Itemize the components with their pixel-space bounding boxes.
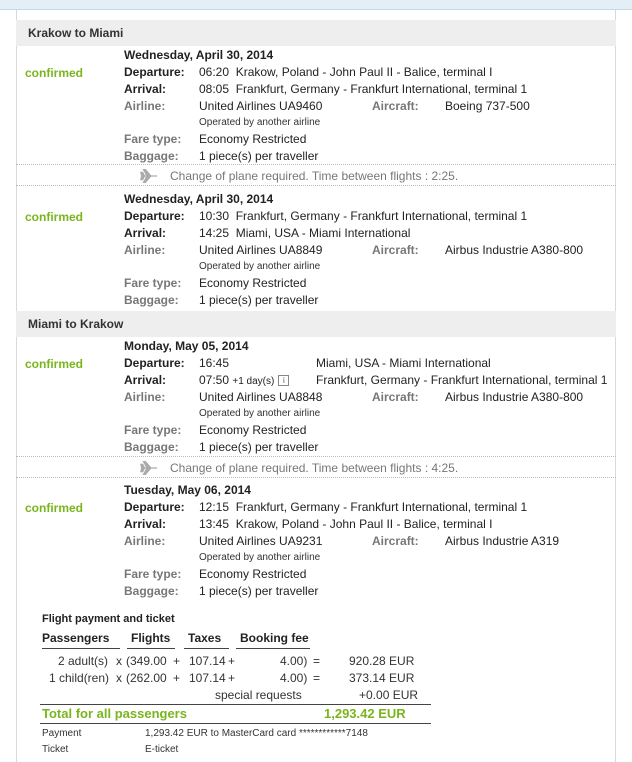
departure-label: Departure: xyxy=(124,209,185,223)
arrival-time: 14:25 xyxy=(199,226,230,240)
status-badge: confirmed xyxy=(25,501,84,515)
aircraft-value: Airbus Industrie A380-800 xyxy=(445,243,584,257)
plus-sign: + xyxy=(228,654,236,668)
departure-place: Krakow, Poland - John Paul II - Balice, terminal I xyxy=(235,65,493,79)
special-requests-label: special requests xyxy=(215,688,302,702)
times-sign: x xyxy=(116,671,122,685)
fare-value: Economy Restricted xyxy=(199,567,307,581)
flight-segment xyxy=(16,46,616,164)
fee-price: 4.00) xyxy=(280,671,308,685)
section-title: Krakow to Miami xyxy=(28,26,124,40)
baggage-value: 1 piece(s) per traveller xyxy=(199,293,319,307)
arrival-label: Arrival: xyxy=(124,82,167,96)
plane-icon xyxy=(140,459,158,477)
info-icon[interactable]: i xyxy=(278,375,289,386)
payment-title: Flight payment and ticket xyxy=(42,613,175,625)
departure-place: Miami, USA - Miami International xyxy=(316,356,491,370)
fare-label: Fare type: xyxy=(124,276,182,290)
departure-place: Frankfurt, Germany - Frankfurt International, terminal 1 xyxy=(235,209,528,223)
arrival-label: Arrival: xyxy=(124,226,167,240)
section-header-outbound xyxy=(16,20,616,46)
flight-segment xyxy=(16,337,616,455)
flight-segment xyxy=(16,481,616,601)
top-bar xyxy=(0,0,632,10)
flight-date: Tuesday, May 06, 2014 xyxy=(124,483,251,497)
arrival-label: Arrival: xyxy=(124,517,167,531)
departure-time: 06:20 xyxy=(199,65,230,79)
plus-sign: + xyxy=(173,671,181,685)
baggage-label: Baggage: xyxy=(124,149,179,163)
plane-change-notice xyxy=(16,456,616,478)
row-total: 373.14 EUR xyxy=(349,671,415,685)
departure-value xyxy=(199,65,493,79)
airline-label: Airline: xyxy=(124,390,166,404)
arrival-value xyxy=(199,82,527,96)
times-sign: x xyxy=(116,654,122,668)
pax-count: 2 adult(s) xyxy=(58,654,109,668)
aircraft-label: Aircraft: xyxy=(372,390,419,404)
fare-value: Economy Restricted xyxy=(199,132,307,146)
baggage-value: 1 piece(s) per traveller xyxy=(199,149,319,163)
section-title: Miami to Krakow xyxy=(28,317,124,331)
departure-time: 12:15 xyxy=(199,500,230,514)
departure-time: 10:30 xyxy=(199,209,230,223)
airline-label: Airline: xyxy=(124,534,166,548)
arrival-value xyxy=(199,517,493,531)
arrival-place: Miami, USA - Miami International xyxy=(235,226,411,240)
fare-value: Economy Restricted xyxy=(199,276,307,290)
plane-change-text: Change of plane required. Time between flights : 4:25. xyxy=(170,461,459,475)
aircraft-label: Aircraft: xyxy=(372,99,419,113)
fare-label: Fare type: xyxy=(124,132,182,146)
fare-label: Fare type: xyxy=(124,423,182,437)
airline-value: United Airlines UA8849 xyxy=(199,243,323,257)
total-rule xyxy=(40,723,431,724)
departure-place: Frankfurt, Germany - Frankfurt International, terminal 1 xyxy=(235,500,528,514)
taxes-price: 107.14 xyxy=(189,654,226,668)
status-badge: confirmed xyxy=(25,357,84,371)
header-underline xyxy=(127,648,175,649)
col-header-passengers: Passengers xyxy=(42,631,110,645)
baggage-value: 1 piece(s) per traveller xyxy=(199,440,319,454)
arrival-time: 08:05 xyxy=(199,82,230,96)
fare-label: Fare type: xyxy=(124,567,182,581)
arrival-label: Arrival: xyxy=(124,373,167,387)
arrival-value xyxy=(199,226,410,240)
col-header-booking-fee: Booking fee xyxy=(240,631,309,645)
flight-segment xyxy=(16,190,616,310)
airline-label: Airline: xyxy=(124,243,166,257)
row-total: 920.28 EUR xyxy=(349,654,415,668)
plane-change-text: Change of plane required. Time between flights : 2:25. xyxy=(170,169,459,183)
airline-value: United Airlines UA9460 xyxy=(199,99,323,113)
baggage-value: 1 piece(s) per traveller xyxy=(199,584,319,598)
plane-change-notice xyxy=(16,164,616,186)
flight-date: Monday, May 05, 2014 xyxy=(124,339,249,353)
col-header-taxes: Taxes xyxy=(188,631,222,645)
section-header-inbound xyxy=(16,311,616,337)
ticket-value: E-ticket xyxy=(145,744,179,755)
airline-value: United Airlines UA8848 xyxy=(199,390,323,404)
airline-value: United Airlines UA9231 xyxy=(199,534,323,548)
header-underline xyxy=(42,648,120,649)
status-badge: confirmed xyxy=(25,210,84,224)
departure-value xyxy=(199,500,527,514)
departure-label: Departure: xyxy=(124,500,185,514)
arrival-value xyxy=(199,373,289,387)
plane-icon xyxy=(140,167,158,185)
ticket-label: Ticket xyxy=(42,744,69,755)
airline-label: Airline: xyxy=(124,99,166,113)
arrival-place: Frankfurt, Germany - Frankfurt International, terminal 1 xyxy=(235,82,528,96)
flights-price: (262.00 xyxy=(126,671,167,685)
aircraft-value: Airbus Industrie A380-800 xyxy=(445,390,584,404)
pax-count: 1 child(ren) xyxy=(49,671,110,685)
equals-sign: = xyxy=(313,654,321,668)
baggage-label: Baggage: xyxy=(124,440,179,454)
arrival-plus-days: +1 day(s) xyxy=(232,376,275,387)
arrival-place: Krakow, Poland - John Paul II - Balice, terminal I xyxy=(235,517,493,531)
total-label: Total for all passengers xyxy=(42,706,187,721)
payment-label: Payment xyxy=(42,728,82,739)
header-underline xyxy=(184,648,229,649)
equals-sign: = xyxy=(313,671,321,685)
operated-note: Operated by another airline xyxy=(199,117,321,128)
payment-value: 1,293.42 EUR to MasterCard card ************7148 xyxy=(145,728,368,739)
header-underline xyxy=(236,648,310,649)
arrival-time: 07:50 xyxy=(199,373,230,387)
total-rule xyxy=(40,704,431,705)
special-requests-value: +0.00 EUR xyxy=(359,688,419,702)
flight-date: Wednesday, April 30, 2014 xyxy=(124,192,274,206)
plus-sign: + xyxy=(173,654,181,668)
taxes-price: 107.14 xyxy=(189,671,226,685)
operated-note: Operated by another airline xyxy=(199,408,321,419)
aircraft-value: Airbus Industrie A319 xyxy=(445,534,560,548)
aircraft-label: Aircraft: xyxy=(372,243,419,257)
departure-value xyxy=(199,209,527,223)
aircraft-label: Aircraft: xyxy=(372,534,419,548)
baggage-label: Baggage: xyxy=(124,293,179,307)
fee-price: 4.00) xyxy=(280,654,308,668)
departure-label: Departure: xyxy=(124,65,185,79)
total-value: 1,293.42 EUR xyxy=(324,706,406,721)
col-header-flights: Flights xyxy=(131,631,171,645)
fare-value: Economy Restricted xyxy=(199,423,307,437)
departure-time: 16:45 xyxy=(199,356,230,370)
flights-price: (349.00 xyxy=(126,654,167,668)
baggage-label: Baggage: xyxy=(124,584,179,598)
operated-note: Operated by another airline xyxy=(199,552,321,563)
arrival-place: Frankfurt, Germany - Frankfurt International, terminal 1 xyxy=(316,373,608,387)
flight-date: Wednesday, April 30, 2014 xyxy=(124,48,274,62)
aircraft-value: Boeing 737-500 xyxy=(445,99,530,113)
arrival-time: 13:45 xyxy=(199,517,230,531)
operated-note: Operated by another airline xyxy=(199,261,321,272)
status-badge: confirmed xyxy=(25,66,84,80)
plus-sign: + xyxy=(228,671,236,685)
departure-label: Departure: xyxy=(124,356,185,370)
